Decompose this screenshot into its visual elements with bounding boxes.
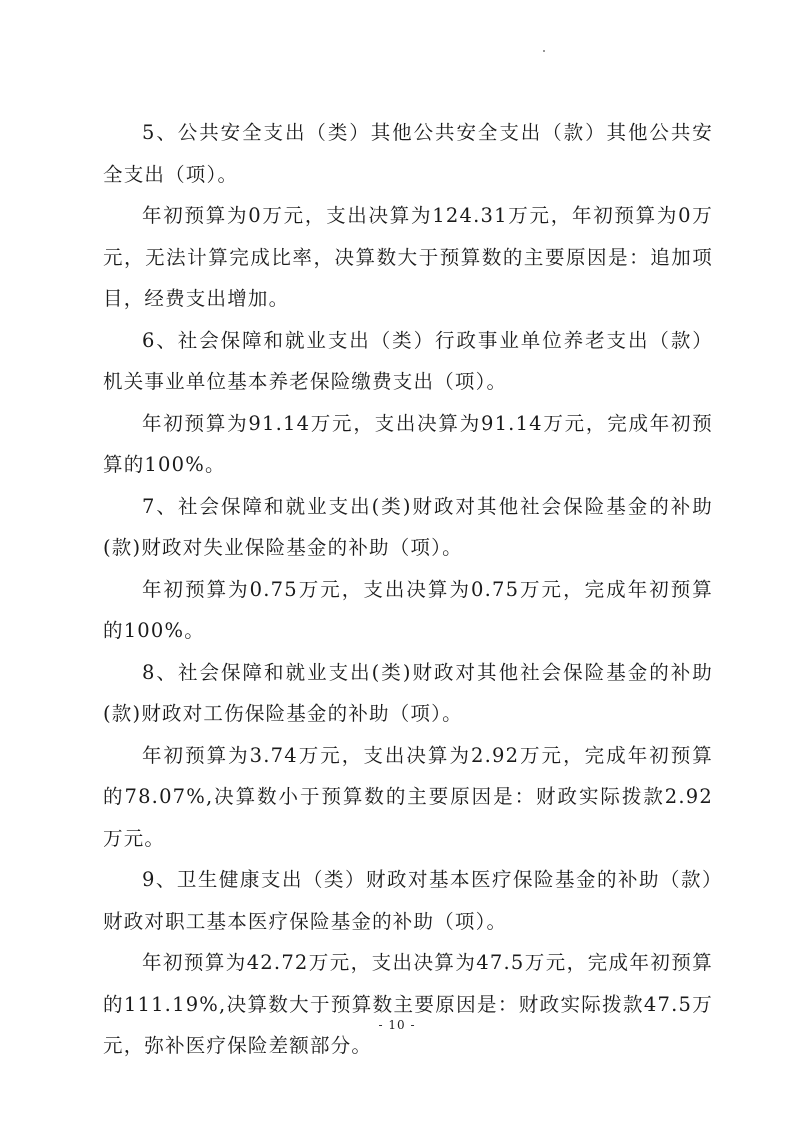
item-5-description: 年初预算为0万元，支出决算为124.31万元，年初预算为0万元，无法计算完成比率，决算数大于预算数的主要原因是：追加项目，经费支出增加。 bbox=[103, 204, 713, 310]
item-6-heading: 6、社会保障和就业支出（类）行政事业单位养老支出（款）机关事业单位基本养老保险缴费支出（项）。 bbox=[103, 328, 713, 393]
item-8-description: 年初预算为3.74万元，支出决算为2.92万元，完成年初预算的78.07%,决算数小于预算数的主要原因是：财政实际拨款2.92万元。 bbox=[103, 743, 713, 850]
item-7-description: 年初预算为0.75万元，支出决算为0.75万元，完成年初预算的100%。 bbox=[103, 577, 713, 642]
page-number: - 10 - bbox=[378, 1018, 416, 1032]
document-body bbox=[103, 112, 713, 1067]
item-9-heading: 9、卫生健康支出（类）财政对基本医疗保险基金的补助（款）财政对职工基本医疗保险基金的补助（项）。 bbox=[103, 868, 713, 933]
item-5-heading: 5、公共安全支出（类）其他公共安全支出（款）其他公共安全支出（项）。 bbox=[103, 121, 713, 186]
scan-speck bbox=[543, 50, 545, 52]
item-6-description: 年初预算为91.14万元，支出决算为91.14万元，完成年初预算的100%。 bbox=[103, 411, 713, 476]
item-8-heading: 8、社会保障和就业支出(类)财政对其他社会保险基金的补助(款)财政对工伤保险基金的补助（项）。 bbox=[103, 660, 713, 725]
item-9-description: 年初预算为42.72万元，支出决算为47.5万元，完成年初预算的111.19%,决算数大于预算数主要原因是：财政实际拨款47.5万元，弥补医疗保险差额部分。 bbox=[103, 951, 713, 1057]
item-7-heading: 7、社会保障和就业支出(类)财政对其他社会保险基金的补助(款)财政对失业保险基金的补助（项）。 bbox=[103, 494, 713, 559]
